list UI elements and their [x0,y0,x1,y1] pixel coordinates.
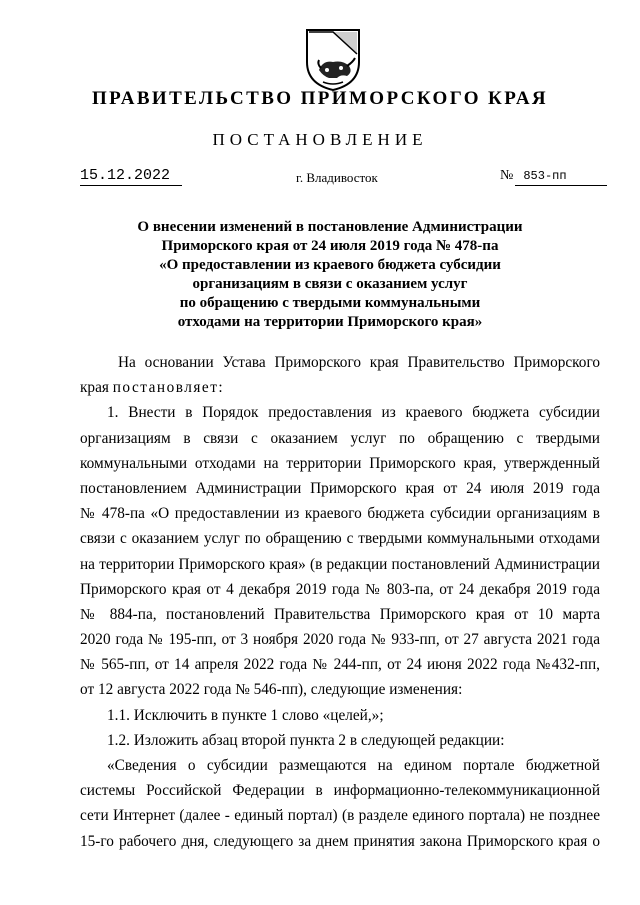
body-text: : [218,379,223,397]
body-line: сети Интернет (далее - единый портал) (в разделе единого портала) не позднее [80,807,600,825]
body-line: 1. Внести в Порядок предоставления из краевого бюджета субсидии [107,404,600,422]
title-line: организациям в связи с оказанием услуг [192,276,468,292]
coat-of-arms-icon [303,24,363,92]
body-line: № 565-пп, от 14 апреля 2022 года № 244-пп, от 24 июня 2022 года №432-пп, [80,656,600,674]
body-line: Приморского края от 4 декабря 2019 года № 803-па, от 24 декабря 2019 года [80,580,600,598]
title-line: Приморского края от 24 июля 2019 года № 478-па [161,238,499,254]
title-line: по обращению с твердыми коммунальными [179,295,481,311]
body-line: № 884-па, постановлений Правительства Приморского края от 10 марта [80,605,600,623]
title-line: О внесении изменений в постановление Администрации [137,219,523,235]
document-date: 15.12.2022 [80,167,182,186]
document-body [80,350,600,854]
document-type: ПОСТАНОВЛЕНИЕ [212,130,428,149]
resolves-word: постановляет [112,379,219,397]
organization-name: ПРАВИТЕЛЬСТВО ПРИМОРСКОГО КРАЯ [91,88,549,109]
body-line: № 478-па «О предоставлении из краевого бюджета субсидии организациям в [80,505,600,523]
document-city: г. Владивосток [296,170,378,185]
body-line: постановлением Администрации Приморского края от 24 июля 2019 года [80,479,600,497]
body-line: на территории Приморского края» (в редакции постановлений Администрации [80,555,600,573]
number-sign: № [500,168,514,183]
body-line: 1.1. Исключить в пункте 1 слово «целей,»; [107,706,384,724]
title-line: отходами на территории Приморского края» [177,314,483,330]
title-line: «О предоставлении из краевого бюджета субсидии [159,257,501,273]
document-title [80,218,580,332]
body-line: системы Российской Федерации в информационно-телекоммуникационной [80,782,600,800]
body-line: коммунальными отходами на территории Приморского края, утвержденный [80,454,600,472]
body-line: 15-го рабочего дня, следующего за днем принятия закона Приморского края о [80,832,600,850]
body-line [80,375,600,400]
body-line: связи с оказанием услуг по обращению с твердыми коммунальными отходами [80,530,600,548]
body-line: На основании Устава Приморского края Правительство Приморского [118,354,600,371]
document-number: 853-пп [515,167,607,186]
body-line: от 12 августа 2022 года № 546-пп), следующие изменения: [80,681,463,699]
document-number-field [500,167,607,186]
body-line: 2020 года № 195-пп, от 3 ноября 2020 года № 933-пп, от 27 августа 2021 года [80,631,600,649]
body-text: края [80,379,113,397]
body-line: организациям в связи с оказанием услуг по обращению с твердыми [80,429,600,447]
body-line: «Сведения о субсидии размещаются на едином портале бюджетной [107,757,600,774]
body-line: 1.2. Изложить абзац второй пункта 2 в следующей редакции: [107,731,505,749]
